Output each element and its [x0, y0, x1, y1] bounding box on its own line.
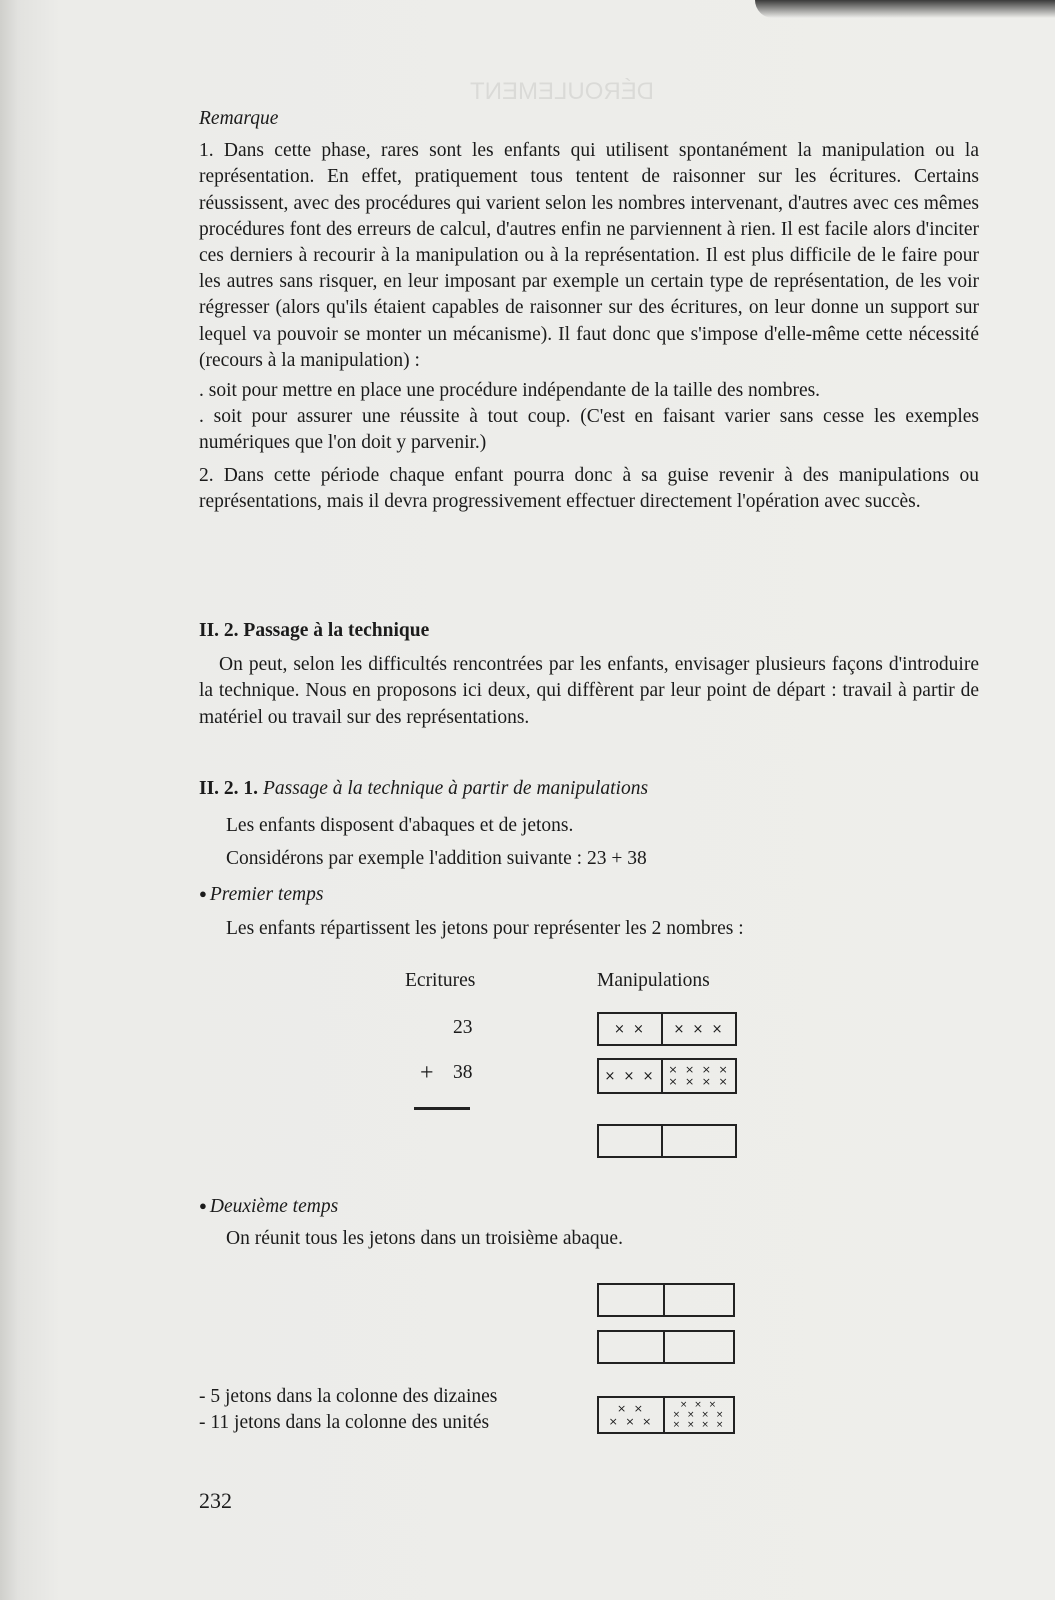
note-unites: - 11 jetons dans la colonne des unités — [199, 1412, 490, 1433]
plus-sign: + — [420, 1060, 434, 1086]
abacus-38-units: × × × × × × × × — [668, 1063, 730, 1088]
abacus-23-units: × × × — [673, 1021, 725, 1037]
remarque-paragraph-3: . soit pour assurer une réussite à tout coup. (C'est en faisant varier sans cesse les exemples numériques que l'on doit y parvenir.) — [199, 406, 979, 454]
abacus-empty-1-tens — [599, 1285, 665, 1315]
premier-temps-label: ● Premier temps — [199, 884, 323, 906]
deuxieme-temps-text: On réunit tous les jetons dans un troisième abaque. — [226, 1228, 623, 1249]
abacus-38 — [597, 1058, 737, 1094]
col-header-ecritures: Ecritures — [405, 970, 476, 991]
sum-rule — [414, 1107, 470, 1110]
subsection-title: Passage à la technique à partir de manipulations — [262, 778, 649, 799]
subsection-heading — [199, 778, 648, 800]
subsection-number: II. 2. 1. — [199, 778, 259, 799]
remarque-title: Remarque — [199, 108, 279, 129]
remarque-paragraph-2: . soit pour mettre en place une procédure indépendante de la taille des nombres. — [199, 380, 821, 402]
abacus-result-tens — [599, 1126, 663, 1156]
number-38: 38 — [453, 1062, 473, 1083]
number-23: 23 — [453, 1017, 473, 1038]
section-passage — [199, 618, 979, 731]
abacus-empty-2-tens — [599, 1332, 665, 1362]
scan-shadow — [755, 0, 1055, 18]
page-number: 232 — [199, 1488, 232, 1513]
abacus-empty-2 — [597, 1330, 735, 1364]
abacus-combined — [597, 1396, 735, 1434]
subsection-line-1: Les enfants disposent d'abaques et de jetons. — [226, 815, 574, 836]
abacus-result-empty — [597, 1124, 737, 1158]
section-heading: II. 2. Passage à la technique — [199, 620, 430, 641]
abacus-23-tens: × × — [599, 1014, 663, 1044]
remarque-paragraph-4: 2. Dans cette période chaque enfant pourra donc à sa guise revenir à des manipulations ou représentations, mais il devra progressivement effectuer directement l'opération avec succès. — [199, 464, 979, 512]
subsection-line-2: Considérons par exemple l'addition suivante : 23 + 38 — [226, 848, 647, 869]
bleed-through: DÉROULEMENT — [470, 78, 655, 105]
abacus-combined-units: × × × × × × × × × × × — [672, 1400, 726, 1430]
abacus-empty-1 — [597, 1283, 735, 1317]
premier-temps-text: Les enfants répartissent les jetons pour représenter les 2 nombres : — [226, 918, 744, 939]
remarque-paragraph-1: 1. Dans cette phase, rares sont les enfants qui utilisent spontanément la manipulation ou la représentation. En effet, pratiquement tous tentent de raisonner sur les écritures. Certains réussissent, avec des procédures qui varient selon les nombres intervenant, d'autres avec ces mêmes procédures font des erreurs de calcul, d'autres enfin ne parviennent à rien. Il est facile alors d'inciter ces derniers à recourir à la manipulation ou à la représentation. Il est plus difficile de le faire pour les autres sans risquer, en leur imposant par exemple un certain type de représentation, de les voir régresser (alors qu'ils étaient capables de raisonner sur des écritures, on leur donne un support sur lequel va pouvoir se monter un mécanisme). Il faut donc que s'impose d'elle-même cette nécessité (recours à la manipulation) : — [199, 140, 979, 371]
col-header-manipulations: Manipulations — [597, 970, 710, 991]
section-intro: On peut, selon les difficultés rencontrées par les enfants, envisager plusieurs façons d'introduire la technique. Nous en proposons ici deux, qui diffèrent par leur point de départ : travail à partir de matériel ou travail sur des représentations. — [199, 654, 979, 728]
abacus-result-units — [663, 1126, 735, 1156]
abacus-38-tens: × × × — [599, 1060, 663, 1092]
note-dizaines: - 5 jetons dans la colonne des dizaines — [199, 1386, 498, 1407]
remarque-section — [199, 106, 979, 515]
abacus-combined-tens: × × × × × — [599, 1398, 665, 1432]
abacus-empty-2-units — [665, 1332, 733, 1362]
deuxieme-temps-label: ● Deuxième temps — [199, 1196, 338, 1218]
abacus-23 — [597, 1012, 737, 1046]
abacus-empty-1-units — [665, 1285, 733, 1315]
